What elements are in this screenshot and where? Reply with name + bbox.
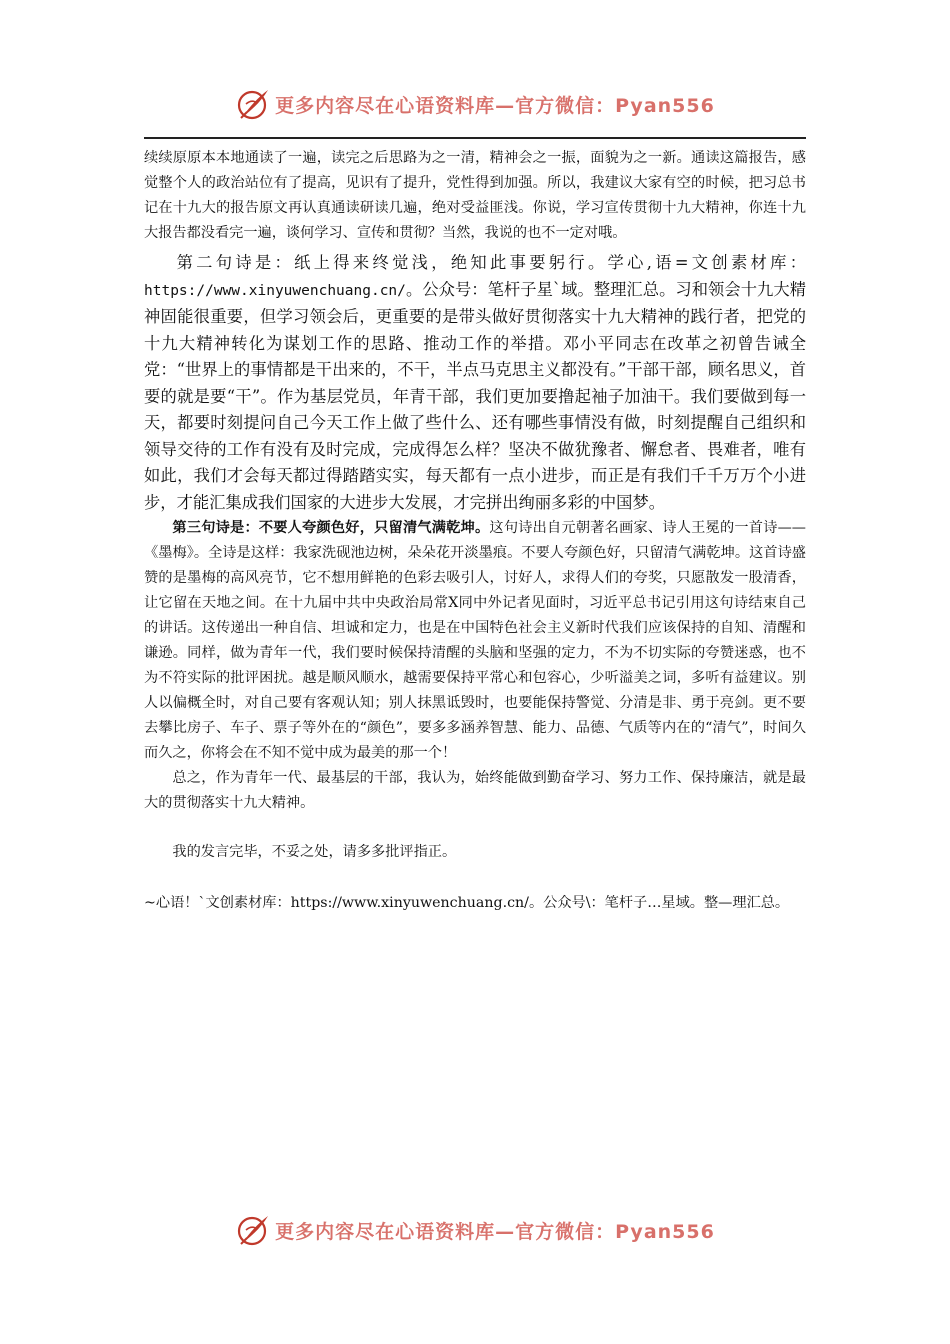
document-body (144, 146, 806, 916)
paragraph-2 (144, 250, 806, 516)
quill-pen-logo-icon (235, 86, 271, 122)
paragraph-6: ~心语！`文创素材库：https://www.xinyuwenchuang.cn/。公众号\：笔杆子…星域。整—理汇总。 (144, 895, 790, 911)
paragraph-3-heading: 第三句诗是：不要人夸颜色好，只留清气满乾坤。 (172, 520, 490, 536)
paragraph-1: 续续原原本本地通读了一遍，读完之后思路为之一清，精神会之一振，面貌为之一新。通读这篇报告，感觉整个人的政治站位有了提高，见识有了提升，党性得到加强。所以，我建议大家有空的时候，把习总书记在十九大的报告原文再认真通读研读几遍，绝对受益匪浅。你说，学习宣传贯彻十九大精神，你连十九大报告都没看完一遍，谈何学习、宣传和贯彻？当然，我说的也不一定对哦。 (144, 150, 806, 241)
paragraph-2-lead: 第二句诗是：纸上得来终觉浅，绝知此事要躬行。学心,语=文创素材库： (176, 253, 806, 272)
header-divider (144, 137, 806, 139)
paragraph-4: 总之，作为青年一代、最基层的干部，我认为，始终能做到勤奋学习、努力工作、保持廉洁，就是最大的贯彻落实十九大精神。 (144, 770, 806, 811)
header-banner (0, 84, 950, 124)
footer-banner-text: 更多内容尽在心语资料库—官方微信：Pyan556 (275, 1220, 715, 1243)
paragraph-5: 我的发言完毕，不妥之处，请多多批评指正。 (172, 844, 457, 860)
header-banner-text: 更多内容尽在心语资料库—官方微信：Pyan556 (275, 94, 715, 117)
paragraph-2-url: https://www.xinyuwenchuang.cn/ (144, 282, 406, 299)
paragraph-3-rest: 这句诗出自元朝著名画家、诗人王冕的一首诗——《墨梅》。全诗是这样：我家洗砚池边树，朵朵花开淡墨痕。不要人夸颜色好，只留清气满乾坤。这首诗盛赞的是墨梅的高风亮节，它不想用鲜艳的色彩去吸引人，讨好人，求得人们的夸奖，只愿散发一股清香，让它留在天地之间。在十九届中共中央政治局常X同中外记者见面时，习近平总书记引用这句诗结束自己的讲话。这传递出一种自信、坦诚和定力，也是在中国特色社会主义新时代我们应该保持的自知、清醒和谦逊。同样，做为青年一代，我们要时候保持清醒的头脑和坚强的定力，不为不切实际的夸赞迷惑，也不为不符实际的批评困扰。越是顺风顺水，越需要保持平常心和包容心，少听溢美之词，多听有益建议。别人以偏概全时，对自己要有客观认知；别人抹黑诋毁时，也要能保持警觉、分清是非、勇于亮剑。更不要去攀比房子、车子、票子等外在的“颜色”，要多多涵养智慧、能力、品德、气质等内在的“清气”，时间久而久之，你将会在不知不觉中成为最美的那一个！ (144, 520, 807, 761)
footer-banner (0, 1210, 950, 1250)
paragraph-2-rest: 。公众号：笔杆子星`域。整理汇总。习和领会十九大精神固能很重要，但学习领会后，更重要的是带头做好贯彻落实十九大精神的践行者，把党的十九大精神转化为谋划工作的思路、推动工作的举措。邓小平同志在改革之初曾告诫全党：“世界上的事情都是干出来的，不干，半点马克思主义都没有。”干部干部，顾名思义，首要的就是要“干”。作为基层党员，年青干部，我们更加要撸起袖子加油干。我们要做到每一天，都要时刻提问自己今天工作上做了些什么、还有哪些事情没有做，时刻提醒自己组织和领导交待的工作有没有及时完成，完成得怎么样？坚决不做犹豫者、懈怠者、畏难者，唯有如此，我们才会每天都过得踏踏实实，每天都有一点小进步，而正是有我们千千万万个小进步，才能汇集成我们国家的大进步大发展，才完拼出绚丽多彩的中国梦。 (144, 279, 806, 512)
quill-pen-logo-icon (235, 1212, 271, 1248)
paragraph-3 (144, 516, 806, 766)
